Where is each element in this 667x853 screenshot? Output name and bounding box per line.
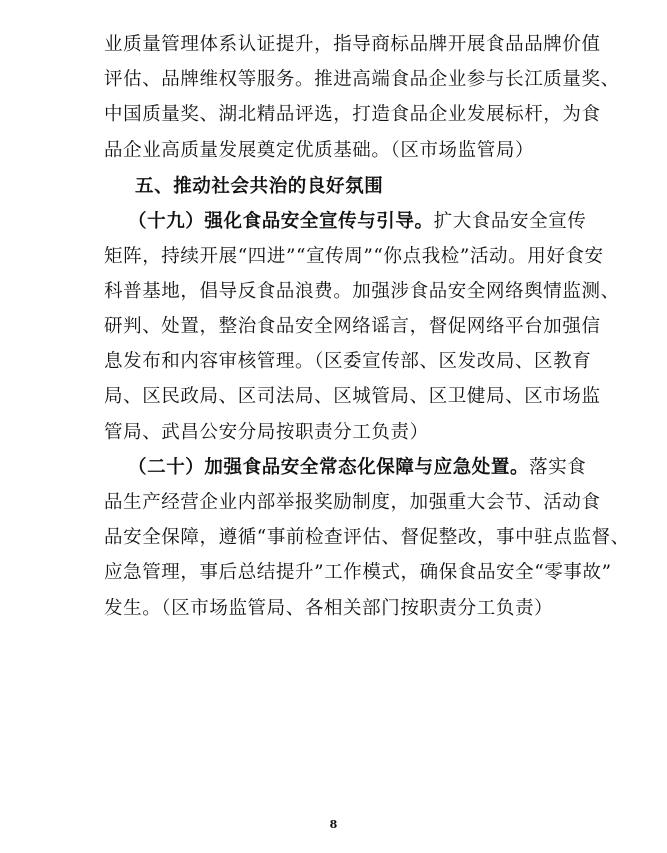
paragraph-line: 矩阵，持续开展“四进”“宣传周”“你点我检”活动。用好食安 <box>104 246 604 267</box>
paragraph-line: 中国质量奖、湖北精品评选，打造食品企业发展标杆，为食 <box>104 104 601 125</box>
item-19-title: （十九）强化食品安全宣传与引导。 <box>128 211 434 232</box>
paragraph-line: 评估、品牌维权等服务。推进高端食品企业参与长江质量奖、 <box>104 69 620 90</box>
item-19-first-line <box>128 209 586 235</box>
paragraph-line: 业质量管理体系认证提升，指导商标品牌开展食品品牌价值 <box>104 34 601 55</box>
item-20-first-line <box>128 455 586 481</box>
paragraph-line: 科普基地，倡导反食品浪费。加强涉食品安全网络舆情监测、 <box>104 281 620 302</box>
paragraph-line: 研判、处置，整治食品安全网络谣言，督促网络平台加强信 <box>104 316 601 337</box>
paragraph-line: 应急管理，事后总结提升”工作模式，确保食品安全“零事故” <box>104 562 612 583</box>
paragraph-line: 息发布和内容审核管理。（区委宣传部、区发改局、区教育 <box>104 351 592 372</box>
item-20-first-line-text: 落实食 <box>529 457 587 478</box>
item-20-title: （二十）加强食品安全常态化保障与应急处置。 <box>128 457 530 478</box>
page-number: 8 <box>329 818 338 831</box>
paragraph-line: 局、区民政局、区司法局、区城管局、区卫健局、区市场监 <box>104 386 601 407</box>
section-heading: 五、推动社会共治的良好氛围 <box>135 176 384 197</box>
item-19-first-line-text: 扩大食品安全宣传 <box>433 211 587 232</box>
paragraph-line: 发生。（区市场监管局、各相关部门按职责分工负责） <box>104 598 554 619</box>
paragraph-line: 品生产经营企业内部举报奖励制度，加强重大会节、活动食 <box>104 492 601 513</box>
paragraph-line: 品安全保障，遵循“事前检查评估、督促整改，事中驻点监督、 <box>104 527 630 548</box>
paragraph-line: 品企业高质量发展奠定优质基础。（区市场监管局） <box>104 140 535 161</box>
paragraph-line: 管局、武昌公安分局按职责分工负责） <box>104 422 429 443</box>
